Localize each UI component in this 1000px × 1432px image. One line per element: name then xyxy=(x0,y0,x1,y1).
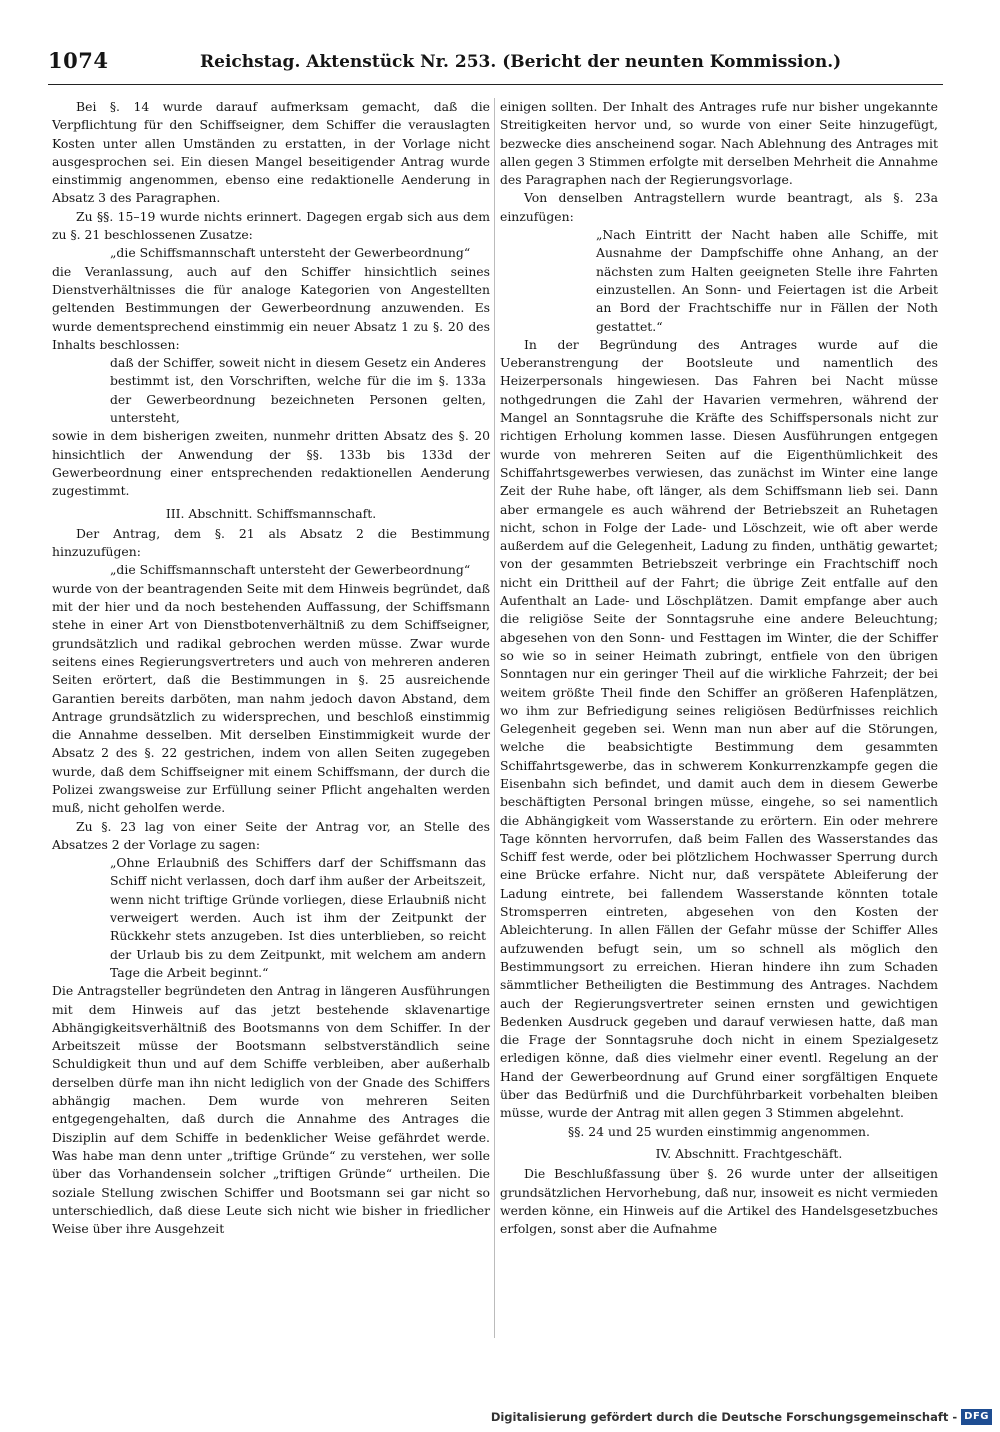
left-column xyxy=(52,98,490,1238)
paragraph: sowie in dem bisherigen zweiten, nunmehr dritten Absatz des §. 20 hinsichtlich der Anwendung der §§. 133b bis 133d der Gewerbeordnung einer entsprechenden redaktionellen Aenderung zugestimmt. xyxy=(52,428,490,499)
column-divider xyxy=(494,98,495,1338)
quotation: „die Schiffsmannschaft untersteht der Gewerbeordnung“ xyxy=(110,245,471,261)
page-number: 1074 xyxy=(48,48,109,73)
running-title: Reichstag. Aktenstück Nr. 253. (Bericht der neunten Kommission.) xyxy=(200,52,842,72)
paragraph: Von denselben Antragstellern wurde beantragt, als §. 23a einzufügen: xyxy=(500,190,938,224)
footer-text: Digitalisierung gefördert durch die Deutsche Forschungsgemeinschaft - xyxy=(490,1410,958,1424)
dfg-logo: DFG xyxy=(961,1409,992,1425)
section-heading: III. Abschnitt. Schiffsmannschaft. xyxy=(165,505,377,521)
paragraph: §§. 24 und 25 wurden einstimmig angenommen. xyxy=(568,1123,870,1139)
paragraph: Zu §. 23 lag von einer Seite der Antrag vor, an Stelle des Absatzes 2 der Vorlage zu sagen: xyxy=(52,818,490,852)
quotation: „die Schiffsmannschaft untersteht der Gewerbeordnung“ xyxy=(110,562,471,578)
paragraph: einigen sollten. Der Inhalt des Antrages rufe nur bisher ungekannte Streitigkeiten hervor und, so wurde von einer Seite hinzugefügt, bezwecke dies anscheinend sogar. Nach Ablehnung des Antrages mit allen gegen 3 Stimmen erfolgte mit derselben Mehrheit die Annahme des Paragraphen nach der Regierungsvorlage. xyxy=(500,99,938,188)
section-heading: IV. Abschnitt. Frachtgeschäft. xyxy=(655,1145,843,1161)
quotation: „Nach Eintritt der Nacht haben alle Schiffe, mit Ausnahme der Dampfschiffe ohne Anhang, an der nächsten zum Halten geeigneten Stelle ihre Fahrten einzustellen. An Sonn- und Feiertagen ist die Arbeit an Bord der Frachtschiffe nur in Fällen der Noth gestattet.“ xyxy=(596,227,938,334)
paragraph: Zu §§. 15–19 wurde nichts erinnert. Dagegen ergab sich aus dem zu §. 21 beschlossenen Zusatze: xyxy=(52,208,490,243)
quotation: „Ohne Erlaubniß des Schiffers darf der Schiffsmann das Schiff nicht verlassen, doch darf ihm außer der Arbeitszeit, wenn nicht triftige Gründe vorliegen, diese Erlaubniß nicht verweigert werden. Auch ist ihm der Zeitpunkt der Rückkehr stets anzugeben. Ist dies unterblieben, so reicht der Urlaub bis zu dem Zeitpunkt, mit welchem am andern Tage die Arbeit beginnt.“ xyxy=(110,855,486,980)
paragraph: die Veranlassung, auch auf den Schiffer hinsichtlich seines Dienstverhältnisses die für analoge Kategorien von Angestellten geltenden Bestimmungen der Gewerbeordnung anzuwenden. Es wurde dementsprechend einstimmig ein neuer Absatz 1 zu §. 20 des Inhalts beschlossen: xyxy=(52,263,490,352)
paragraph: Bei §. 14 wurde darauf aufmerksam gemacht, daß die Verpflichtung für den Schiffseigner, dem Schiffer die verauslagten Kosten unter allen Umständen zu erstatten, in der Vorlage nicht ausgesprochen sei. Ein diesen Mangel beseitigender Antrag wurde einstimmig angenommen, ebenso eine redaktionelle Aenderung in Absatz 3 des Paragraphen. xyxy=(52,99,490,206)
right-column xyxy=(500,98,938,1238)
digitization-footer xyxy=(491,1406,992,1428)
page-header xyxy=(48,44,943,85)
paragraph: In der Begründung des Antrages wurde auf die Ueberanstrengung der Bootsleute und namentlich des Heizerpersonals hingewiesen. Das Fahren bei Nacht müsse nothgedrungen die Zahl der Havarien vermehren, während der Mangel an Sonntagsruhe die Kräfte des Schiffspersonals nicht zur richtigen Erholung kommen lasse. Diesen Ausführungen entgegen wurde von mehreren Seiten auf die Eigenthümlichkeit des Schiffahrtsgewerbes verwiesen, das zunächst im Winter eine lange Zeit der Ruhe habe, oft länger, als dem Schiffsmann lieb sei. Dann aber ermangele es auch während der Betriebszeit an Ruhetagen nicht, schon in Folge der Lade- und Löschzeit, wie oft aber werde außerdem auf die Gelegenheit, Ladung zu finden, unthätig gewartet; von der gesammten Betriebszeit verbringe ein Frachtschiff noch nicht ein Drittheil auf der Fahrt; die übrige Zeit entfalle auf den Aufenthalt an Lade- und Löschplätzen. Damit empfange aber auch die religiöse Seite der Sonntagsruhe eine andere Beleuchtung; abgesehen von den Sonn- und Festtagen im Winter, die der Schiffer so wie so in seiner Heimath zubringt, entfiele von den übrigen Sonntagen nur ein geringer Theil auf die wirkliche Fahrzeit; der bei weitem größte Theil finde den Schiffer an größeren Hafenplätzen, wo ihm zur Befriedigung seines religiösen Bedürfnisses reichlich Gelegenheit gegeben sei. Wenn man nun aber auf die Störungen, welche die beabsichtigte Bestimmung dem gesammten Schiffahrtsgewerbe, das in schwerem Konkurrenzkampfe gegen die Eisenbahn sich befindet, und damit auch dem in diesem Gewerbe beschäftigten Personal bringen müsse, eingehe, so sei namentlich die Abhängigkeit vom Wasserstande zu erörtern. Ein oder mehrere Tage könnten hervorrufen, daß beim Fallen des Wasserstandes das Schiff fest werde, oder bei plötzlichem Hochwasser Sperrung durch eine Brücke erfahre. Nicht nur, daß verspätete Ableiferung der Ladung eintrete, bei fallendem Wasserstande könnten totale Stromsperren eintreten, abgesehen von den Kosten der Ableichterung. In allen Fällen der Gefahr müsse der Schiffer Alles aufzuwenden befugt sein, um so schnell als möglich den Bestimmungsort zu erreichen. Hieran hindere ihn zum Schaden sämmtlicher Betheiligten die Bestimmung des Antrages. Nachdem auch der Regierungsvertreter seinen ernsten und gewichtigen Bedenken Ausdruck gegeben und darauf verwiesen hatte, daß man die Frage der Sonntagsruhe doch nicht in einem Spezialgesetz erledigen könne, daß dies vielmehr einer eventl. Regelung an der Hand der Gewerbeordnung auf Grund einer sorgfältigen Enquete über das Bedürfniß und die Durchführbarkeit vorbehalten bleiben müsse, wurde der Antrag mit allen gegen 3 Stimmen abgelehnt. xyxy=(500,336,938,1121)
paragraph: Der Antrag, dem §. 21 als Absatz 2 die Bestimmung hinzuzufügen: xyxy=(52,525,490,560)
paragraph: Die Beschlußfassung über §. 26 wurde unter der allseitigen grundsätzlichen Hervorhebung, daß nur, insoweit es nicht vermieden werden könne, ein Hinweis auf die Artikel des Handelsgesetzbuches erfolgen, sonst aber die Aufnahme xyxy=(500,1166,938,1237)
quotation: daß der Schiffer, soweit nicht in diesem Gesetz ein Anderes bestimmt ist, den Vorschriften, welche für die im §. 133a der Gewerbeordnung bezeichneten Personen gelten, untersteht, xyxy=(110,355,486,426)
paragraph: wurde von der beantragenden Seite mit dem Hinweis begründet, daß mit der hier und da noch bestehenden Auffassung, der Schiffsmann stehe in einer Art von Dienstbotenverhältniß zu dem Schiffseigner, grundsätzlich und radikal gebrochen werden müsse. Zwar wurde seitens eines Regierungsvertreters und auch von mehreren anderen Seiten erörtert, daß die Bestimmungen in §. 25 ausreichende Garantien bereits darböten, man nahm jedoch davon Abstand, dem Antrage grundsätzlich zu widersprechen, und beschloß einstimmig die Annahme desselben. Mit derselben Einstimmigkeit wurde der Absatz 2 des §. 22 gestrichen, indem von allen Seiten zugegeben wurde, daß dem Schiffseigner mit einem Schiffsmann, der durch die Polizei zwangsweise zur Erfüllung seiner Pflicht angehalten werden muß, nicht geholfen werde. xyxy=(52,580,490,816)
paragraph: Die Antragsteller begründeten den Antrag in längeren Ausführungen mit dem Hinweis auf das jetzt bestehende sklavenartige Abhängigkeitsverhältniß des Bootsmanns von dem Schiffer. In der Arbeitszeit müsse der Bootsmann selbstverständlich seine Schuldigkeit thun und auf dem Schiffe verbleiben, aber außerhalb derselben dürfe man ihn nicht lediglich von der Gnade des Schiffers abhängig machen. Dem wurde von mehreren Seiten entgegengehalten, daß durch die Annahme des Antrages die Disziplin auf dem Schiffe in bedenklicher Weise gefährdet werde. Was habe man denn unter „triftige Gründe“ zu verstehen, wer solle über das Vorhandensein solcher „triftigen Gründe“ urtheilen. Die soziale Stellung zwischen Schiffer und Bootsmann sei gar nicht so unterschiedlich, daß diese Leute sich nicht wie bisher in friedlicher Weise über ihre Ausgehzeit xyxy=(52,983,490,1237)
